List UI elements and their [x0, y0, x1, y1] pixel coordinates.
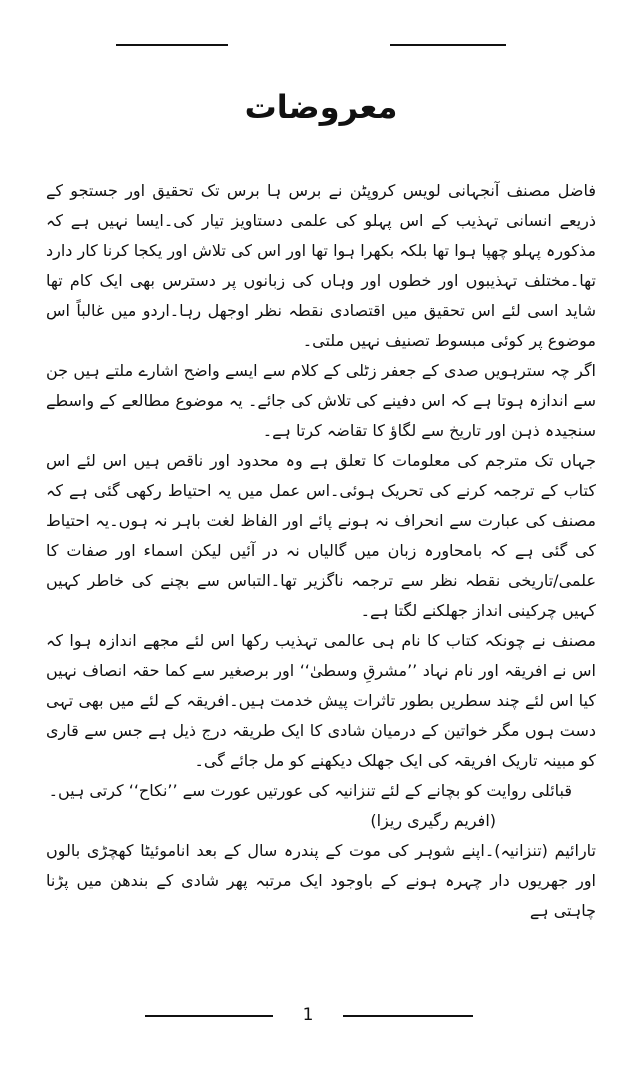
bottom-right-rule	[343, 1015, 473, 1017]
page-title: معروضات	[244, 88, 398, 126]
top-right-rule	[390, 44, 506, 46]
closing-paragraph: تارائیم (تنزانیہ)۔اپنے شوہر کی موت کے پندرہ سال کے بعد اناموئیٹا کھچڑی بالوں اور جھریوں دار چہرہ ہونے کے باوجود ایک مرتبہ پھر شادی کے بندھن میں پڑنا چاہتی ہے	[46, 841, 596, 920]
quote-attribution: (افریم رگیری ریزا)	[370, 811, 496, 830]
quote-text: قبائلی روایت کو بچانے کے لئے تنزانیہ کی عورتیں عورت سے ’’نکاح‘‘ کرتی ہیں۔	[48, 781, 572, 800]
paragraph-3: جہاں تک مترجم کی معلومات کا تعلق ہے وہ محدود اور ناقص ہیں اس لئے اس کتاب کے ترجمہ کرنے کی تحریک ہوئی۔اس عمل میں یہ احتیاط رکھی گئی ہے کہ مصنف کی عبارت سے انحراف نہ ہونے پائے اور الفاظ لغت باہر نہ ہوں۔یہ احتیاط کی گئی ہے کہ بامحاورہ زبان میں گالیاں نہ در آئیں لیکن اسماء اور صفات کا علمی/تاریخی نقطہ نظر سے ترجمہ ناگزیر تھا۔التباس سے بچنے کی خاطر کہیں کہیں چرکینی انداز جھلکنے لگتا ہے۔	[46, 451, 596, 620]
body-text	[46, 176, 596, 976]
page-number: 1	[302, 1005, 314, 1025]
top-left-rule	[116, 44, 228, 46]
paragraph-4: مصنف نے چونکہ کتاب کا نام ہی عالمی تہذیب رکھا اس لئے مجھے اندازہ ہوا کہ اس نے افریقہ اور نام نہاد ’’مشرقِ وسطیٰ‘‘ اور برصغیر سے کما حقہ انصاف نہیں کیا اس لئے چند سطریں بطور تاثرات پیش خدمت ہیں۔افریقہ کے لئے میں بھی تہی دست ہوں مگر خواتین کے درمیان شادی کا ایک طریقہ درج ذیل ہے جس سے قاری کو مبینہ تاریک افریقہ کی ایک جھلک دیکھنے کو مل جائے گی۔	[46, 631, 596, 770]
bottom-left-rule	[145, 1015, 273, 1017]
paragraph-1: فاضل مصنف آنجہانی لویس کروپٹن نے برس ہا برس تک تحقیق اور جستجو کے ذریعے انسانی تہذیب کے اس پہلو کی علمی دستاویز تیار کی۔ایسا نہیں ہے کہ مذکورہ پہلو چھپا ہوا تھا بلکہ بکھرا ہوا تھا اور اس کی تلاش اور یکجا کرنا کار دارد تھا۔مختلف تہذیبوں اور خطوں اور وہاں کی زبانوں پر دسترس بھی ایک کام تھا شاید اسی لئے اس تحقیق میں اقتصادی نقطہ نظر اوجھل رہا۔اردو میں غالباً اس موضوع پر کوئی مبسوط تصنیف نہیں ملتی۔	[46, 181, 596, 350]
paragraph-2: اگر چہ سترہویں صدی کے جعفر زٹلی کے کلام سے ایسے واضح اشارے ملتے ہیں جن سے اندازہ ہوتا ہے کہ اس دفینے کی تلاش کی جائے۔ یہ موضوع مطالعے کے واسطے سنجیدہ ذہن اور تاریخ سے لگاؤ کا تقاضہ کرتا ہے۔	[46, 361, 596, 440]
